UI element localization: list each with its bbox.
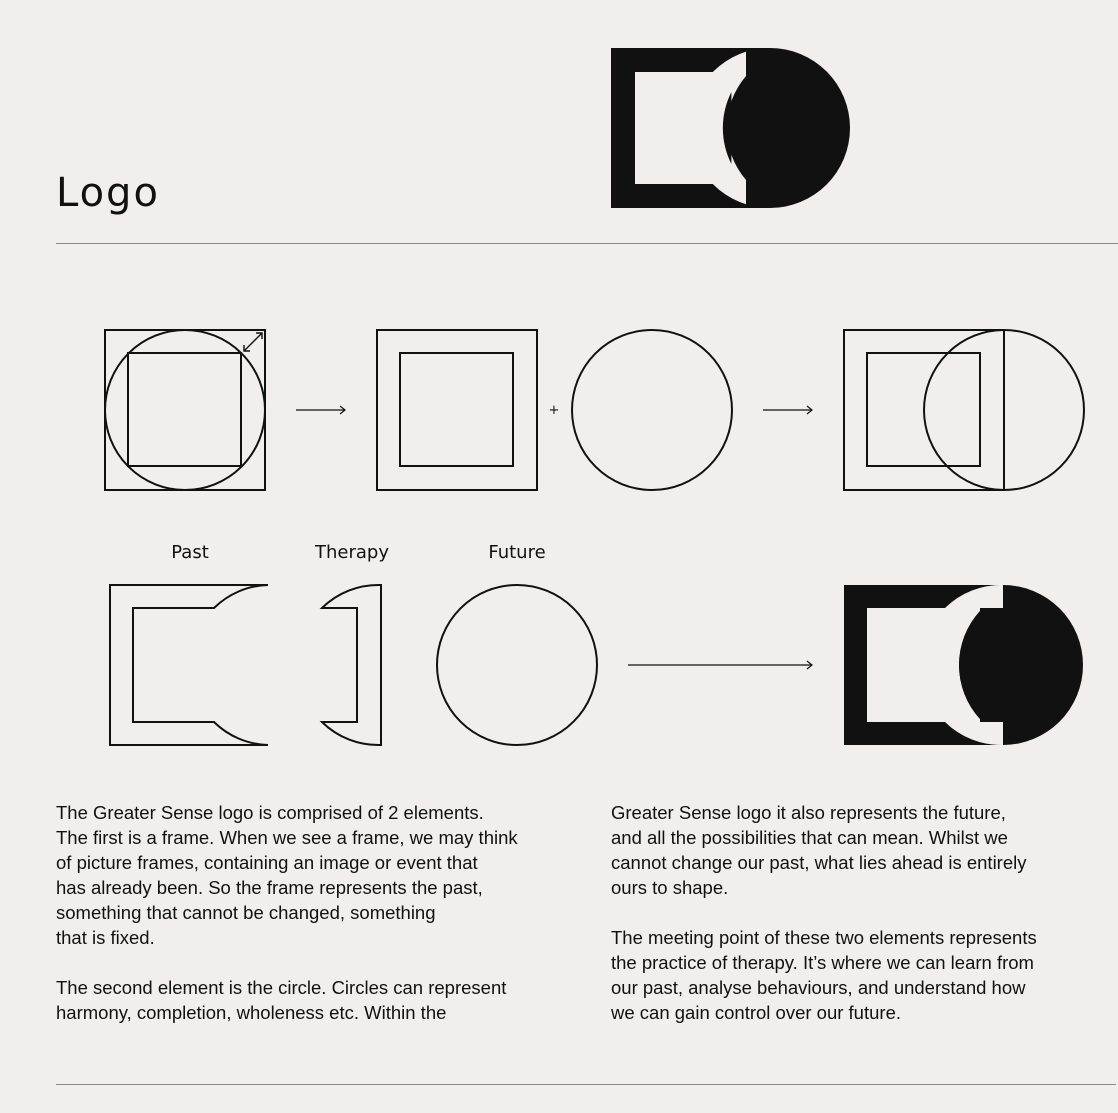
text-line: and all the possibilities that can mean. Whilst we [611,827,1008,848]
future-shape [437,585,597,745]
label-therapy: Therapy [315,542,389,563]
body-text-right [611,800,1111,1050]
text-line: The meeting point of these two elements represents [611,927,1037,948]
paragraph [56,975,556,1025]
text-line: our past, analyse behaviours, and understand how [611,977,1026,998]
text-line: that is fixed. [56,927,155,948]
page-title: Logo [56,170,160,216]
diagonal-double-arrow-icon [244,333,262,351]
text-line: the practice of therapy. It’s where we can learn from [611,952,1034,973]
arrow-right-icon [296,406,345,414]
text-line: Greater Sense logo it also represents the future, [611,802,1006,823]
text-line: has already been. So the frame represents the past, [56,877,483,898]
therapy-shape [322,585,381,745]
text-line: cannot change our past, what lies ahead is entirely [611,852,1027,873]
label-future: Future [488,542,546,563]
paragraph [56,800,556,950]
text-line: ours to shape. [611,877,729,898]
construction-row [105,330,1084,490]
paragraph [611,800,1111,900]
arrow-right-icon [763,406,812,414]
text-line: of picture frames, containing an image or event that [56,852,478,873]
arrow-right-icon [628,661,812,669]
text-line: we can gain control over our future. [611,1002,901,1023]
text-line: something that cannot be changed, something [56,902,436,923]
past-shape [110,585,268,745]
label-past: Past [171,542,209,563]
plus-operator: + [548,403,560,418]
final-logo [844,585,1083,745]
text-line: The Greater Sense logo is comprised of 2 elements. [56,802,484,823]
text-line: harmony, completion, wholeness etc. Within the [56,1002,447,1023]
paragraph [611,925,1111,1025]
split-pieces-row [110,585,812,745]
text-line: The first is a frame. When we see a frame, we may think [56,827,518,848]
text-line: The second element is the circle. Circles can represent [56,977,507,998]
hero-logo [611,48,850,208]
circle-element [572,330,732,490]
footer-divider [56,1084,1116,1085]
body-text-left [56,800,556,1050]
square-frame-element [377,330,537,490]
combined-outline [844,330,1084,490]
frame-circle-construction [105,330,265,490]
